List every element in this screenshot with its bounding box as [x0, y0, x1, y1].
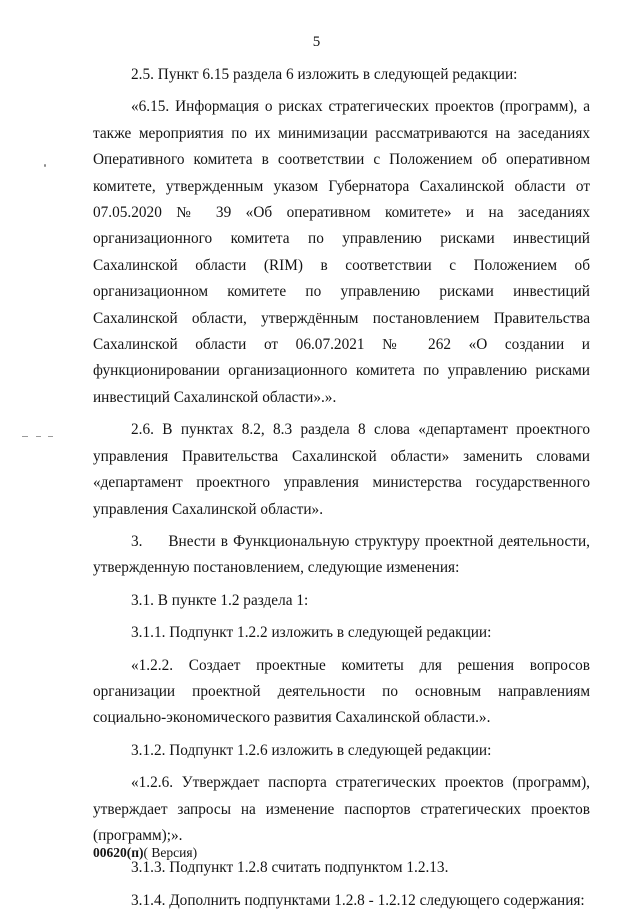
paragraph-2-6: 2.6. В пунктах 8.2, 8.3 раздела 8 слова «департамент проектного управления Правительства Сахалинской области» заменить словами «департамент проектного управления министерства государственного управления Сахалинской области». [93, 421, 590, 518]
paragraph-3-1-1: 3.1.1. Подпункт 1.2.2 изложить в следующей редакции: [131, 624, 492, 642]
paragraph-1-2-2-text: «1.2.2. Создает проектные комитеты для решения вопросов организации проектной деятельности по основным направлениям социально-экономического развития Сахалинской области.». [93, 656, 590, 727]
paragraph-2-5: 2.5. Пункт 6.15 раздела 6 изложить в следующей редакции: [131, 66, 518, 83]
scan-speck [44, 164, 46, 167]
paragraph-3-1-3: 3.1.3. Подпункт 1.2.8 считать подпунктом 1.2.13. [131, 859, 449, 877]
paragraph-3-1-4: 3.1.4. Дополнить подпунктами 1.2.8 - 1.2.12 следующего содержания: [131, 891, 585, 909]
paragraph-1-2-6-text: «1.2.6. Утверждает паспорта стратегических проектов (программ), утверждает запросы на изменение паспортов стратегических проектов (программ);». [93, 774, 590, 844]
page-number: 5 [312, 34, 321, 50]
scan-margin-dash [36, 436, 41, 437]
paragraph-6-15-text: «6.15. Информация о рисках стратегических проектов (программ), а также мероприятия по их минимизации рассматриваются на заседаниях Оперативного комитета в соответствии с Положением об оперативном комитете, утвержденным указом Губернатора Сахалинской области от 07.05.2020 № 39 «Об оперативном комитете» и на заседаниях организационного комитета по управлению рисками инвестиций Сахалинской области (RIM) в соответствии с Положением об организационном комитете по управлению рисками инвестиций Сахалинской области, утверждённым постановлением Правительства Сахалинской области от 06.07.2021 № 262 «О создании и функционировании организационного комитета по управлению рисками инвестиций Сахалинской области».». [93, 98, 590, 406]
scan-margin-dash [48, 436, 53, 437]
version-label: ( Версия) [143, 845, 198, 860]
paragraph-3-1-2: 3.1.2. Подпункт 1.2.6 изложить в следующей редакции: [131, 741, 492, 759]
scan-margin-dash [22, 436, 28, 437]
paragraph-3-1: 3.1. В пункте 1.2 раздела 1: [131, 591, 309, 609]
document-code: 00620(п) [93, 845, 144, 860]
document-body [93, 62, 594, 920]
paragraph-3: 3. Внести в Функциональную структуру проектной деятельности, утвержденную постановлением, следующие изменения: [93, 532, 594, 577]
document-footer [93, 845, 197, 861]
